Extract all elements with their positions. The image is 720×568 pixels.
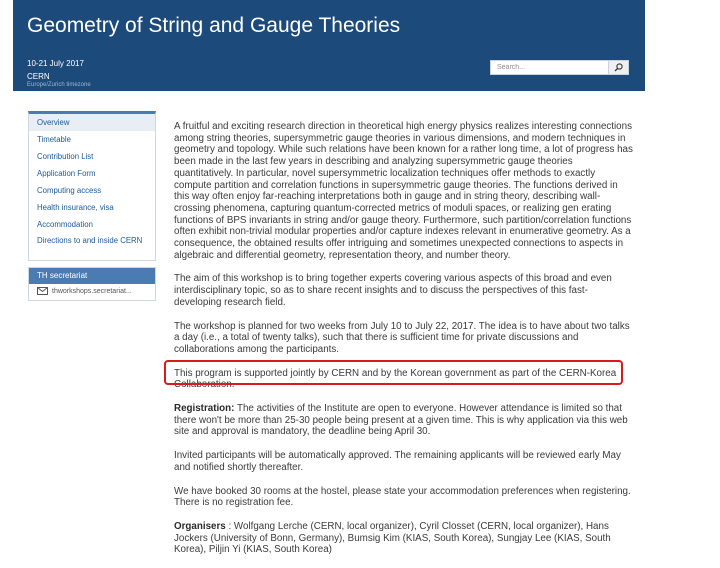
sidebar-item-timetable[interactable]: Timetable (37, 135, 71, 144)
secretariat-title: TH secretariat (29, 268, 155, 284)
sidebar-item-overview[interactable]: Overview (29, 114, 155, 131)
paragraph-support: This program is supported jointly by CERN and by the Korean government as part of the CERN-Korea Collaboration. (174, 367, 617, 391)
registration-text: The activities of the Institute are open to everyone. However attendance is limited so that there won't be more than 25-30 people being present at a given time. This is why application via this web site and approval is mandatory, the deadline being April 30. (174, 403, 628, 438)
highlight-box (164, 360, 623, 385)
secretariat-email[interactable]: thworkshops.secretariat... (52, 288, 132, 295)
main-content (174, 121, 634, 568)
event-timezone: Europe/Zurich timezone (27, 82, 91, 88)
event-dates: 10-21 July 2017 (27, 59, 84, 68)
page-header (13, 0, 645, 91)
sidebar-item-directions[interactable]: Directions to and inside CERN (37, 236, 143, 245)
sidebar-item-accommodation[interactable]: Accommodation (37, 220, 93, 229)
sidebar-item-health-insurance[interactable]: Health insurance, visa (37, 203, 114, 212)
envelope-icon (37, 287, 48, 295)
paragraph-organisers (174, 521, 634, 556)
paragraph-schedule: The workshop is planned for two weeks from July 10 to July 22, 2017. The idea is to have about two talks a day (i.e., a total of twenty talks), such that there is sufficient time for private discussions and collaborations among the participants. (174, 320, 630, 355)
paragraph-accommodation: We have booked 30 rooms at the hostel, please state your accommodation preferences when registering. There is no registration fee. (174, 485, 631, 509)
search-input[interactable] (491, 61, 609, 74)
page-title: Geometry of String and Gauge Theories (27, 14, 401, 37)
sidebar-menu (28, 111, 156, 261)
organisers-text: : Wolfgang Lerche (CERN, local organizer), Cyril Closset (CERN, local organizer), Hans Jockers (University of Bonn, Germany), Bumsig Kim (KIAS, South Korea), Sungjay Lee (KIAS, South Korea), Piljin Yi (KIAS, South Korea) (174, 520, 611, 556)
paragraph-intro: A fruitful and exciting research direction in theoretical high energy physics realizes interesting connections among string theories, supersymmetric gauge theories in various dimensions, and modern techniques in geometry and topology. While such relations have been known for a rather long time, a lot of progress has been made in the last few years in describing and analyzing supersymmetric gauge theories quantitatively. In particular, novel supersymmetric localization techniques offer methods to exactly compute partition and correlation functions in supersymmetric gauge theories. The functions derived in this way often enjoy far-reaching interpretations both in gauge and in string theory, describing wall-crossing phenomena, capturing quantum-corrected metrics of moduli spaces, or realizing gen erating functions of BPS invariants in string and/or gauge theory. Furthermore, such partition/correlation functions often exhibit non-trivial modular properties and/or capture indexes relevant in enumerative geometry. As a consequence, the obtained results offer intriguing and sometimes unexpected connections to aspects in algebraic and differential geometry, representation theory, and number theory. (174, 121, 633, 261)
paragraph-registration (174, 403, 634, 438)
sidebar (28, 111, 156, 301)
search-button[interactable] (608, 61, 628, 74)
sidebar-item-computing-access[interactable]: Computing access (37, 186, 102, 195)
sidebar-item-contribution-list[interactable]: Contribution List (37, 152, 94, 161)
registration-label: Registration: (174, 403, 235, 415)
secretariat-box (28, 267, 156, 301)
event-location: CERN (27, 72, 50, 81)
sidebar-item-application-form[interactable]: Application Form (37, 169, 96, 178)
search-box (490, 60, 629, 75)
paragraph-invited: Invited participants will be automatically approved. The remaining applicants will be reviewed early May and notified shortly thereafter. (174, 450, 621, 473)
secretariat-email-row[interactable] (29, 284, 155, 300)
paragraph-aim: The aim of this workshop is to bring together experts covering various aspects of this broad and even interdisciplinary topic, so as to share recent insights and to discuss the perspectives of this fast-developing research field. (174, 273, 612, 308)
magnifier-icon (614, 63, 623, 72)
organisers-label: Organisers (174, 520, 226, 532)
